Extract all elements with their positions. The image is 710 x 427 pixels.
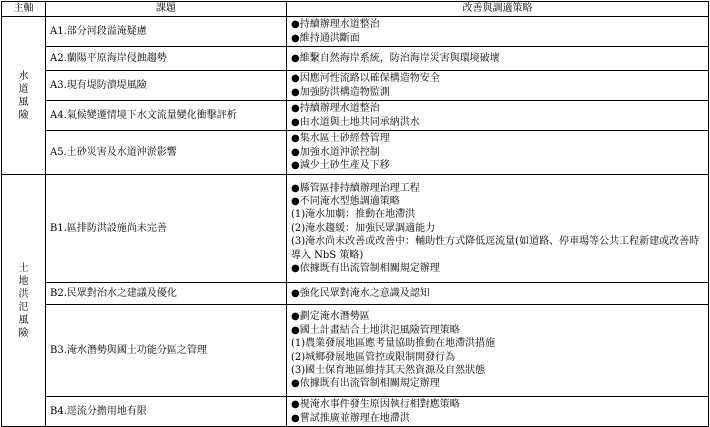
strategy-line: ●縣管區排持續辦理治理工程 bbox=[291, 182, 420, 194]
strategy-line: (2)淹水趨緩：加強民眾調適能力 bbox=[291, 222, 436, 234]
table-row bbox=[2, 175, 709, 283]
strategy-line: ●持續辦理水道整治 bbox=[291, 103, 380, 115]
table-row bbox=[2, 101, 709, 131]
strategy-line: ●集水區土砂經營管理 bbox=[291, 133, 390, 145]
strategy-line: (3)淹水尚未改善或改善中：輔助性方式降低逕流量(如道路、停車場等公共工程新建或改善時導入 NbS 策略) bbox=[291, 236, 700, 261]
strategy-cell bbox=[287, 397, 709, 427]
strategy-cell bbox=[287, 17, 709, 47]
strategy-line: ●強化民眾對淹水之意識及認知 bbox=[291, 287, 430, 299]
strategy-line: ●維繫自然海岸系統，防治海岸災害與環境破壞 bbox=[291, 52, 500, 64]
topic-cell: A3.現有堤防潰堤風險 bbox=[46, 71, 287, 101]
topic-cell: B4.逕流分擔用地有限 bbox=[46, 397, 287, 427]
strategy-cell bbox=[287, 131, 709, 175]
strategy-table bbox=[1, 1, 709, 427]
axis-water-risk: 水 道 風 險 bbox=[2, 17, 46, 175]
topic-cell: B1.區排防洪設施尚未完善 bbox=[46, 175, 287, 283]
strategy-cell bbox=[287, 71, 709, 101]
topic-cell: A2.蘭陽平原海岸侵蝕趨勢 bbox=[46, 47, 287, 71]
strategy-line: ●加強防洪構造物監測 bbox=[291, 86, 390, 98]
strategy-line: ●因應河性流路以確保構造物安全 bbox=[291, 73, 440, 85]
strategy-line: ●不同淹水型態調適策略 bbox=[291, 195, 400, 207]
strategy-line: (1)農業發展地區應考量協助推動在地滯洪措施 bbox=[291, 338, 496, 350]
topic-cell: B2.民眾對治水之建議及優化 bbox=[46, 283, 287, 305]
strategy-line: (3)國土保育地區維持其天然資源及自然狀態 bbox=[291, 364, 486, 376]
topic-cell: A4.氣候變遷情境下水文流量變化衝擊評析 bbox=[46, 101, 287, 131]
table-row bbox=[2, 283, 709, 305]
topic-cell: A1.部分河段溢淹疑慮 bbox=[46, 17, 287, 47]
header-strategy: 改善與調適策略 bbox=[287, 2, 709, 17]
strategy-line: ●國土計畫結合土地洪氾風險管理策略 bbox=[291, 324, 460, 336]
strategy-line: ●依據既有出流管制相關規定辦理 bbox=[291, 378, 440, 390]
table-row bbox=[2, 397, 709, 427]
header-topic: 課題 bbox=[46, 2, 287, 17]
strategy-line: (2)城鄉發展地區管控或限制開發行為 bbox=[291, 351, 456, 363]
table-header-row bbox=[2, 2, 709, 17]
strategy-line: ●依據既有出流管制相關規定辦理 bbox=[291, 263, 440, 275]
table-row bbox=[2, 47, 709, 71]
strategy-cell bbox=[287, 175, 709, 283]
axis-land-flood-risk: 土 地 洪 氾 風 險 bbox=[2, 175, 46, 427]
strategy-cell bbox=[287, 101, 709, 131]
strategy-line: ●加強水道沖淤控制 bbox=[291, 146, 380, 158]
strategy-line: ●視淹水事件發生原因執行相對應策略 bbox=[291, 399, 460, 411]
table-row bbox=[2, 71, 709, 101]
strategy-line: ●由水道與土地共同承納洪水 bbox=[291, 116, 420, 128]
strategy-line: ●劃定淹水潛勢區 bbox=[291, 311, 370, 323]
strategy-cell bbox=[287, 47, 709, 71]
table-row bbox=[2, 131, 709, 175]
topic-cell: B3.淹水潛勢與國土功能分區之管理 bbox=[46, 305, 287, 397]
strategy-line: ●維持通洪斷面 bbox=[291, 32, 360, 44]
table-row bbox=[2, 305, 709, 397]
strategy-cell bbox=[287, 305, 709, 397]
strategy-line: ●持續辦理水道整治 bbox=[291, 19, 380, 31]
strategy-line: ●嘗試推廣並辦理在地滯洪 bbox=[291, 412, 410, 424]
header-axis: 主軸 bbox=[2, 2, 46, 17]
strategy-line: ●減少土砂生產及下移 bbox=[291, 160, 390, 172]
strategy-cell bbox=[287, 283, 709, 305]
strategy-line: (1)淹水加劇：推動在地滯洪 bbox=[291, 209, 416, 221]
topic-cell: A5.土砂災害及水道沖淤影響 bbox=[46, 131, 287, 175]
table-row bbox=[2, 17, 709, 47]
